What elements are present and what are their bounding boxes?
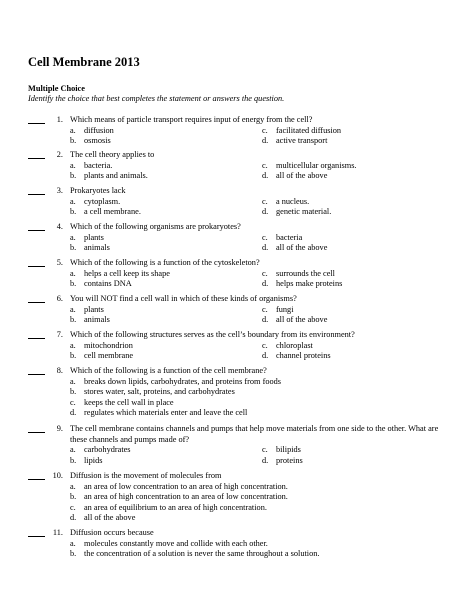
question-number: 10. <box>52 471 63 480</box>
section-heading: Multiple Choice <box>28 84 85 93</box>
question-text: The cell membrane contains channels and pumps that help move materials from one side to the other. What are these channels and pumps made of? <box>70 424 439 444</box>
question-text: Diffusion is the movement of molecules from <box>70 471 222 480</box>
question-text: Prokaryotes lack <box>70 186 126 195</box>
question-number: 5. <box>56 258 63 267</box>
question-number: 9. <box>56 424 63 433</box>
document-title: Cell Membrane 2013 <box>28 55 140 69</box>
question-text: Which means of particle transport requires input of energy from the cell? <box>70 115 313 124</box>
question-number: 1. <box>56 115 63 124</box>
question-number: 3. <box>56 186 63 195</box>
question-text: You will NOT find a cell wall in which of these kinds of organisms? <box>70 294 297 303</box>
question-number: 6. <box>56 294 63 303</box>
question-text: Which of the following is a function of the cell membrane? <box>70 366 267 375</box>
question-text: The cell theory applies to <box>70 150 155 159</box>
question-text: Which of the following is a function of the cytoskeleton? <box>70 258 260 267</box>
question-text: Which of the following organisms are prokaryotes? <box>70 222 241 231</box>
question-number: 8. <box>56 366 63 375</box>
worksheet-page: Cell Membrane 2013 Multiple Choice Identify the choice that best completes the statement or answers the question. 1. Which means of particle transport requires input of energy from the cell? a. diffusion b. osmosis c. facilitated diffusion d. active transport 2. The cell theory applies to a. bacteria. b. plants and animals. c. multicellular organisms. d. all of the above 3. Prokaryotes lack a. cytoplasm. b. a cell membrane. c. a nucleus. d. genetic material. 4. Which of the following organisms are prokaryotes? a. plants b. animals c. bacteria d. all of the above 5. Which of the following is a function of the cytoskeleton? a. helps a cell keep its shape b. contains DNA c. surrounds the cell d. helps make proteins 6. You will NOT find a cell wall in which of these kinds of organisms? a. plants b. animals c. fungi d. all of the above 7. Which of the following structures serves as the cell’s boundary from its environment? a. mitochondrion b. cell membrane c. chloroplast d. channel proteins 8. Which of the following is a function of the cell membrane? a. breaks down lipids, carbohydrates, and proteins from foods b. stores water, salt, proteins, and carbohydrates c. keeps the cell wall in place d. regulates which materials enter and leave the cell 9. The cell membrane contains channels and pumps that help move materials from one side to the other. What are these channels and pumps made of? a. carbohydrates b. lipids c. bilipids d. proteins 10. Diffusion is the movement of molecules from a. an area of low concentration to an area of high concentration. b. an area of high concentration to an area of low concentration. c. an area of equilibrium to an area of high concentration. d. all of the above 11. Diffusion occurs because a. molecules constantly move and collide with each other. b. the concentration of a solution is never the same throughout a solution. <box>0 0 474 613</box>
question-number: 11. <box>52 528 63 537</box>
question-text: Diffusion occurs because <box>70 528 154 537</box>
question-text: Which of the following structures serves as the cell’s boundary from its environment? <box>70 330 355 339</box>
question-number: 2. <box>56 150 63 159</box>
question-number: 7. <box>56 330 63 339</box>
instructions: Identify the choice that best completes the statement or answers the question. <box>28 94 285 103</box>
question-number: 4. <box>56 222 63 231</box>
